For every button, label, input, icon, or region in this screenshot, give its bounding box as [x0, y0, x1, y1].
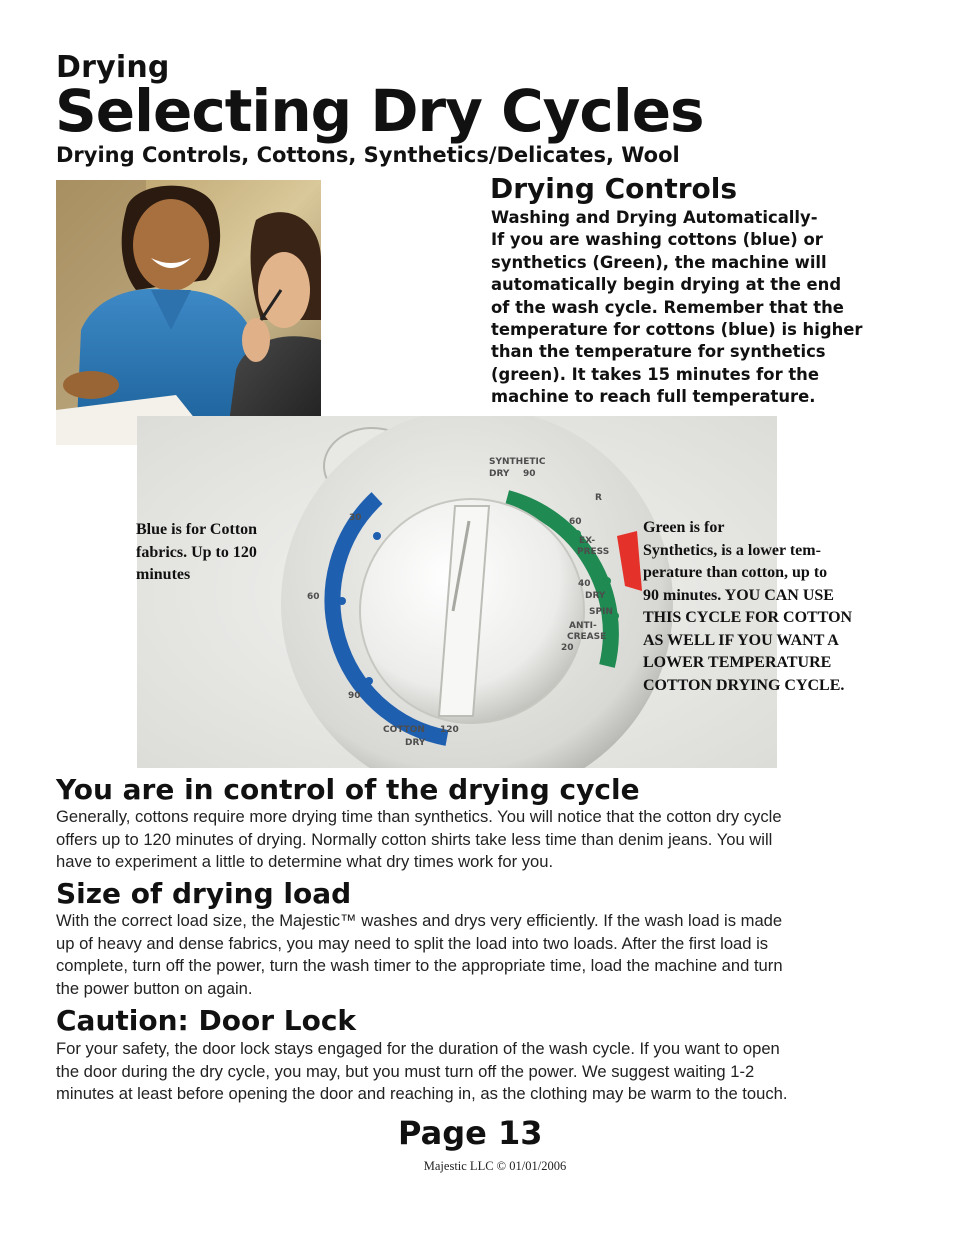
dial-label-synthetic-dry: DRY — [489, 469, 510, 479]
dial-label-anti: ANTI- — [569, 621, 597, 631]
paragraph-line: minutes at least before opening the door and reaching in, as the clothing may be warm to the touch. — [56, 1084, 788, 1103]
paragraph-line: complete, turn off the power, turn the wash timer to the appropriate time, load the machine and turn — [56, 956, 783, 975]
caption-line: Synthetics, is a lower tem- — [643, 541, 821, 559]
dial-label-cotton-dry: DRY — [405, 738, 426, 748]
caption-line: Blue is for Cotton — [136, 521, 258, 538]
dial-label-ex: EX- — [579, 536, 596, 546]
dial-label-synthetic: SYNTHETIC — [489, 457, 546, 467]
dial-label-press: PRESS — [577, 547, 610, 557]
text-line: (green). It takes 15 minutes for the — [491, 364, 819, 384]
paragraph-line: offers up to 120 minutes of drying. Normally cotton shirts take less time than denim jeans. You will — [56, 829, 773, 849]
paragraph-line: With the correct load size, the Majestic™ washes and drys very efficiently. If the wash load is made — [56, 911, 783, 930]
paragraph-line: Generally, cottons require more drying time than synthetics. You will notice that the cotton dry cycle — [56, 807, 782, 826]
dial-label-120: 120 — [440, 725, 459, 735]
photo-women-smiling — [56, 180, 321, 445]
text-line: If you are washing cottons (blue) or — [491, 230, 823, 250]
caption-blue-cotton — [136, 519, 257, 587]
text-line: of the wash cycle. Remember that the — [491, 297, 844, 317]
dial-label-30: 30 — [349, 513, 362, 523]
text-line: than the temperature for synthetics — [491, 342, 826, 362]
paragraph-line: the power button on again. — [56, 978, 253, 998]
section-heading-load-size: Size of drying load — [56, 877, 352, 910]
dial-label-90-top: 90 — [523, 469, 536, 479]
caption-green-synthetics — [643, 517, 852, 697]
section-text-control — [56, 806, 896, 874]
section-heading-door-lock: Caution: Door Lock — [56, 1004, 357, 1037]
dial-label-40: 40 — [578, 579, 591, 589]
dial-label-20: 20 — [561, 643, 574, 653]
paragraph-line: up of heavy and dense fabrics, you may need to split the load into two loads. After the first load is — [56, 933, 769, 953]
drying-controls-heading: Drying Controls — [490, 172, 738, 205]
caption-line: perature than cotton, up to — [643, 564, 828, 581]
page-subtitle: Drying Controls, Cottons, Synthetics/Delicates, Wool — [56, 143, 680, 167]
text-line: Washing and Drying Automatically- — [491, 208, 818, 227]
section-text-door-lock — [56, 1038, 896, 1106]
page-number: Page 13 — [398, 1114, 543, 1152]
caption-line: LOWER TEMPERATURE — [643, 654, 832, 671]
paragraph-line: the door during the dry cycle, you may, but you must turn off the power. We suggest waiting 1-2 — [56, 1061, 755, 1081]
caption-line: AS WELL IF YOU WANT A — [643, 631, 839, 649]
text-line: temperature for cottons (blue) is higher — [491, 320, 863, 340]
dial-label-90-left: 90 — [348, 691, 361, 701]
dial-label-crease: CREASE — [567, 632, 607, 642]
dial-label-60-left: 60 — [307, 592, 320, 602]
text-line: machine to reach full temperature. — [491, 387, 816, 407]
dial-label-spin: SPIN — [589, 607, 613, 617]
page-title: Selecting Dry Cycles — [55, 77, 704, 145]
dial-label-dry: DRY — [585, 591, 606, 601]
caption-line: COTTON DRYING CYCLE. — [643, 676, 845, 694]
text-line: synthetics (Green), the machine will — [491, 252, 827, 272]
dial-label-r: R — [595, 493, 602, 503]
dial-label-60-right: 60 — [569, 517, 582, 527]
caption-line: Green is for — [643, 519, 725, 536]
caption-line: THIS CYCLE FOR COTTON — [643, 609, 853, 626]
caption-line: 90 minutes. YOU CAN USE — [643, 586, 834, 604]
section-heading-control: You are in control of the drying cycle — [56, 773, 640, 806]
dial-label-cotton: COTTON — [383, 725, 425, 735]
paragraph-line: For your safety, the door lock stays engaged for the duration of the wash cycle. If you want to open — [56, 1039, 780, 1058]
section-text-load-size — [56, 910, 896, 1000]
text-line: automatically begin drying at the end — [491, 275, 842, 295]
caption-line: minutes — [136, 566, 191, 583]
footer-copyright: Majestic LLC © 01/01/2006 — [423, 1159, 567, 1173]
drying-controls-text — [491, 207, 911, 409]
paragraph-line: have to experiment a little to determine what dry times work for you. — [56, 852, 554, 871]
section-label: Drying — [56, 50, 170, 85]
caption-line: fabrics. Up to 120 — [136, 543, 257, 561]
